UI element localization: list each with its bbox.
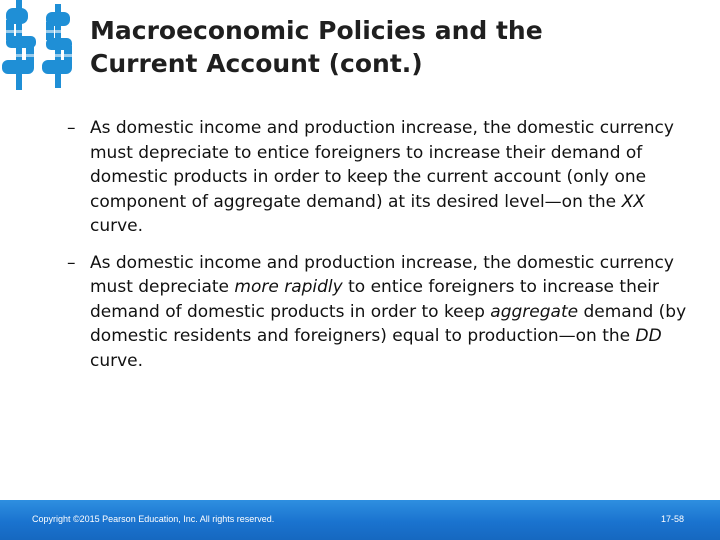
bullet-item [64,116,694,239]
bullet-text-segment: As domestic income and production increase, the domestic currency must depreciate [90,252,674,297]
dollar-sign-icon [0,0,76,90]
bullet-italic-segment: aggregate [490,301,579,322]
bullet-italic-segment: DD [635,326,662,346]
bullet-text-segment: As domestic income and production increase, the domestic currency must depreciate to entice foreigners to increase their demand of domestic products in order to keep the current account (only one component of aggregate demand) at its desired level—on the [90,118,674,212]
slide-title [90,14,700,80]
bullet-text-segment: curve. [90,216,144,236]
bullet-italic-segment: more rapidly [234,277,343,297]
bullet-text-segment: to entice foreigners to increase their demand of domestic products in order to keep [90,277,660,322]
dollar-sign-logo-graphic [0,0,76,90]
bullet-dash: – [67,118,76,138]
bullet-dash: – [67,252,76,273]
bullet-text-segment: curve. [90,350,144,371]
page-number: 17-58 [660,514,684,524]
bullet-text-segment: demand (by domestic residents and foreigners) equal to production—on the [90,301,687,346]
bullet-italic-segment: XX [621,191,645,212]
bullet-item [64,251,694,374]
title-line-2: Current Account (cont.) [90,49,423,78]
slide-body [64,116,694,385]
copyright-notice: Copyright ©2015 Pearson Education, Inc. All rights reserved. [32,514,275,524]
footer-bar [0,500,720,540]
title-line-1: Macroeconomic Policies and the [90,16,543,45]
